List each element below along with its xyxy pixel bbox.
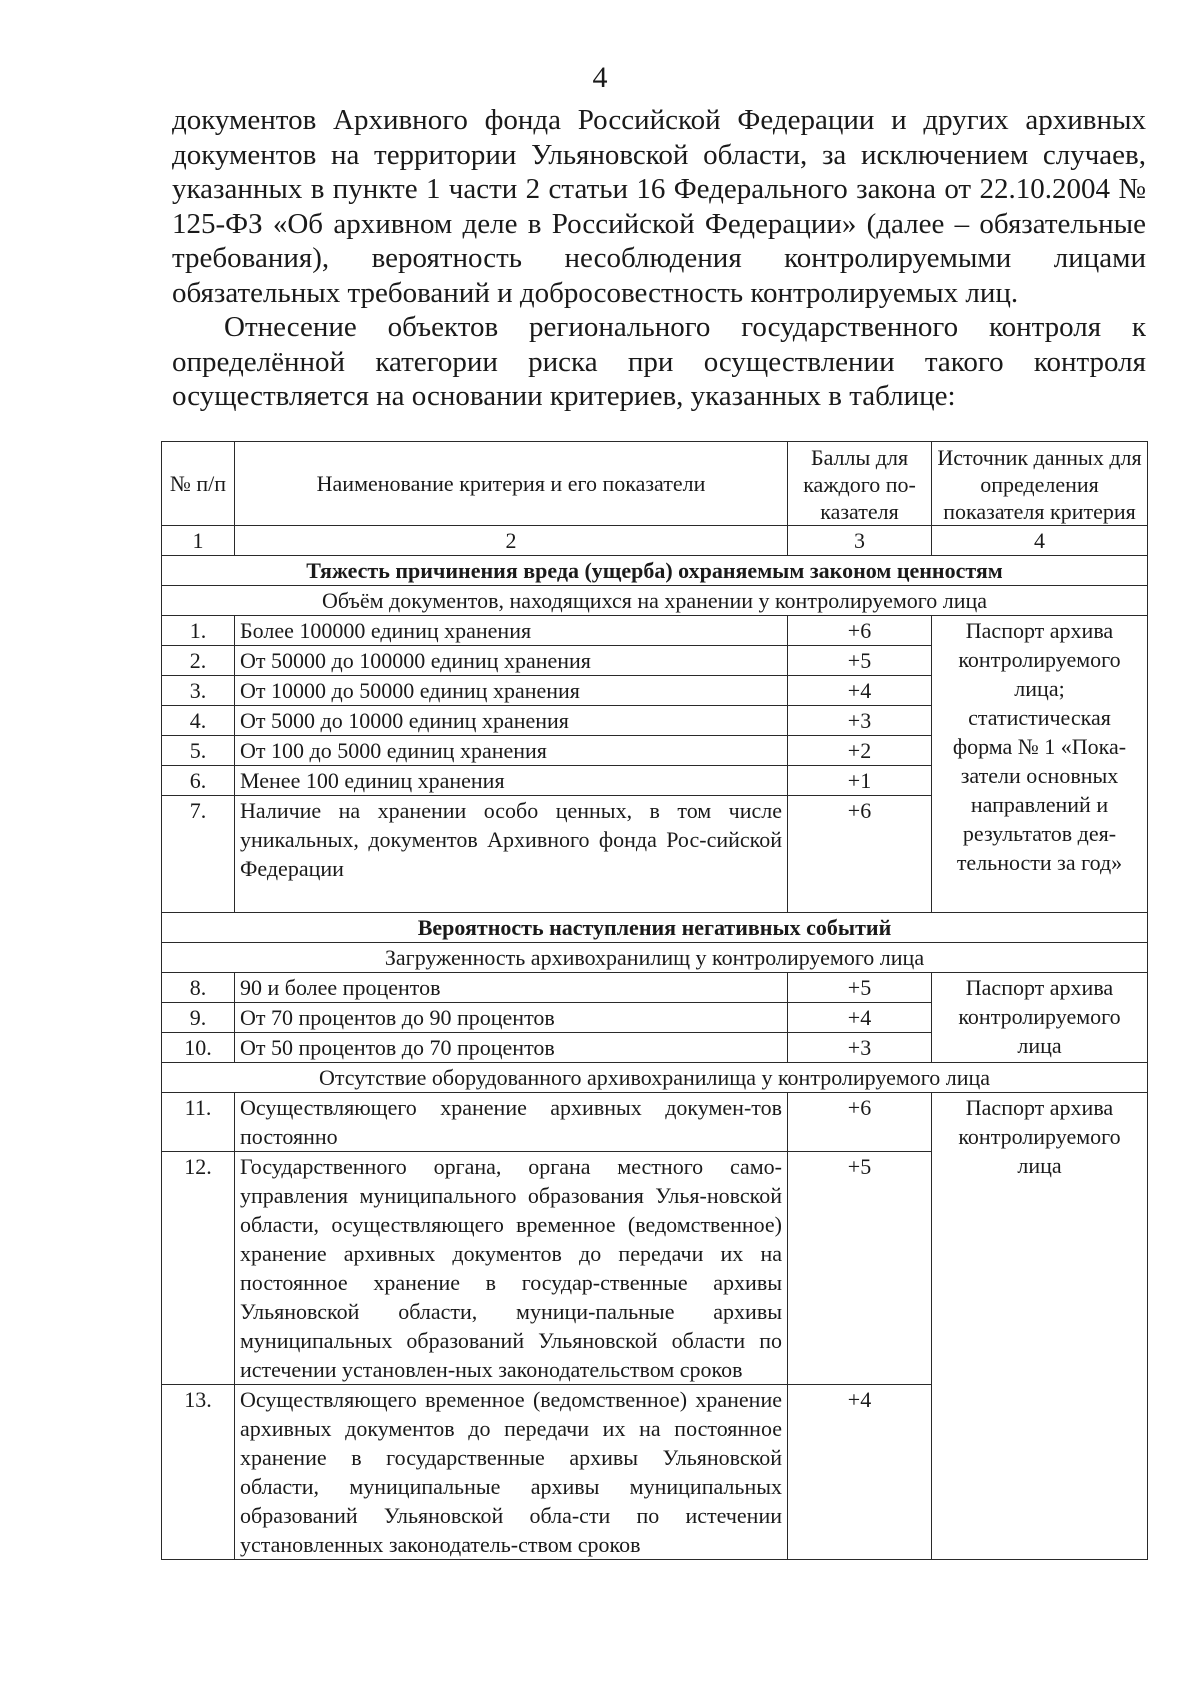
column-number: 2 (235, 526, 788, 556)
row-points: +4 (788, 1385, 932, 1560)
table-row (162, 973, 1148, 1003)
row-source: Паспорт архива контролируемого лица (932, 1093, 1148, 1560)
row-number: 2. (162, 646, 235, 676)
row-number: 9. (162, 1003, 235, 1033)
row-number: 6. (162, 766, 235, 796)
column-number: 1 (162, 526, 235, 556)
section-title-row (162, 556, 1148, 586)
row-criterion: Осуществляющего временное (ведомственное) хранение архивных документов до передачи их на постоянное хранение в государственные архивы Ульяновской области, муниципальные архивы муниципальных образований Ульяновской обла-сти по истечении установленных законодатель-ством сроков (235, 1385, 788, 1560)
column-number: 4 (932, 526, 1148, 556)
header-source: Источник данных для определения показателя критерия (932, 442, 1148, 526)
row-points: +6 (788, 616, 932, 646)
row-criterion: Менее 100 единиц хранения (235, 766, 788, 796)
intro-text (172, 103, 1146, 414)
row-criterion: От 10000 до 50000 единиц хранения (235, 676, 788, 706)
table-row (162, 616, 1148, 646)
row-criterion: От 100 до 5000 единиц хранения (235, 736, 788, 766)
row-criterion: От 50000 до 100000 единиц хранения (235, 646, 788, 676)
row-points: +4 (788, 1003, 932, 1033)
row-criterion: Более 100000 единиц хранения (235, 616, 788, 646)
subsection-title-row (162, 1063, 1148, 1093)
row-criterion: Осуществляющего хранение архивных докумен-тов постоянно (235, 1093, 788, 1152)
header-points: Баллы для каждого по-казателя (788, 442, 932, 526)
row-number: 13. (162, 1385, 235, 1560)
criteria-table (161, 441, 1148, 1560)
row-points: +5 (788, 1152, 932, 1385)
row-points: +6 (788, 1093, 932, 1152)
row-number: 12. (162, 1152, 235, 1385)
header-num: № п/п (162, 442, 235, 526)
row-criterion: От 5000 до 10000 единиц хранения (235, 706, 788, 736)
row-points: +3 (788, 706, 932, 736)
subsection-title: Загруженность архивохранилищ у контролируемого лица (162, 943, 1148, 973)
row-criterion: От 70 процентов до 90 процентов (235, 1003, 788, 1033)
row-points: +5 (788, 973, 932, 1003)
column-number-row (162, 526, 1148, 556)
column-number: 3 (788, 526, 932, 556)
row-source: Паспорт архива контролируемого лица; статистическая форма № 1 «Пока-затели основных направлений и результатов дея-тельности за год» (932, 616, 1148, 913)
header-name: Наименование критерия и его показатели (235, 442, 788, 526)
row-points: +3 (788, 1033, 932, 1063)
row-points: +5 (788, 646, 932, 676)
intro-paragraph-1: документов Архивного фонда Российской Федерации и других архивных документов на территории Ульяновской области, за исключением случаев, указанных в пункте 1 части 2 статьи 16 Федерального закона от 22.10.2004 № 125-ФЗ «Об архивном деле в Российской Федерации» (далее – обязательные требования), вероятность несоблюдения контролируемыми лицами обязательных требований и добросовестность контролируемых лиц. (172, 104, 1146, 309)
intro-paragraph-2: Отнесение объектов регионального государственного контроля к определённой категории риска при осуществлении такого контроля осуществляется на основании критериев, указанных в таблице: (172, 311, 1146, 412)
subsection-title: Отсутствие оборудованного архивохранилища у контролируемого лица (162, 1063, 1148, 1093)
subsection-title-row (162, 943, 1148, 973)
section-title: Тяжесть причинения вреда (ущерба) охраняемым законом ценностям (162, 556, 1148, 586)
row-points: +2 (788, 736, 932, 766)
table-row (162, 1093, 1148, 1152)
row-criterion: Наличие на хранении особо ценных, в том числе уникальных, документов Архивного фонда Рос-сийской Федерации (235, 796, 788, 913)
row-number: 11. (162, 1093, 235, 1152)
row-points: +4 (788, 676, 932, 706)
row-number: 7. (162, 796, 235, 913)
row-number: 4. (162, 706, 235, 736)
row-criterion: Государственного органа, органа местного само-управления муниципального образования Улья-новской области, осуществляющего временное (ведомственное) хранение архивных документов до передачи их на постоянное хранение в государ-ственные архивы Ульяновской области, муници-пальные архивы муниципальных образований Ульяновской области по истечении установлен-ных законодательством сроков (235, 1152, 788, 1385)
row-number: 1. (162, 616, 235, 646)
row-criterion: 90 и более процентов (235, 973, 788, 1003)
row-points: +1 (788, 766, 932, 796)
row-number: 8. (162, 973, 235, 1003)
page-number: 4 (592, 61, 608, 94)
row-source: Паспорт архива контролируемого лица (932, 973, 1148, 1063)
subsection-title: Объём документов, находящихся на хранении у контролируемого лица (162, 586, 1148, 616)
row-criterion: От 50 процентов до 70 процентов (235, 1033, 788, 1063)
row-number: 3. (162, 676, 235, 706)
row-number: 5. (162, 736, 235, 766)
row-number: 10. (162, 1033, 235, 1063)
section-title: Вероятность наступления негативных событий (162, 913, 1148, 943)
row-points: +6 (788, 796, 932, 913)
table-header-row (162, 442, 1148, 526)
subsection-title-row (162, 586, 1148, 616)
section-title-row (162, 913, 1148, 943)
